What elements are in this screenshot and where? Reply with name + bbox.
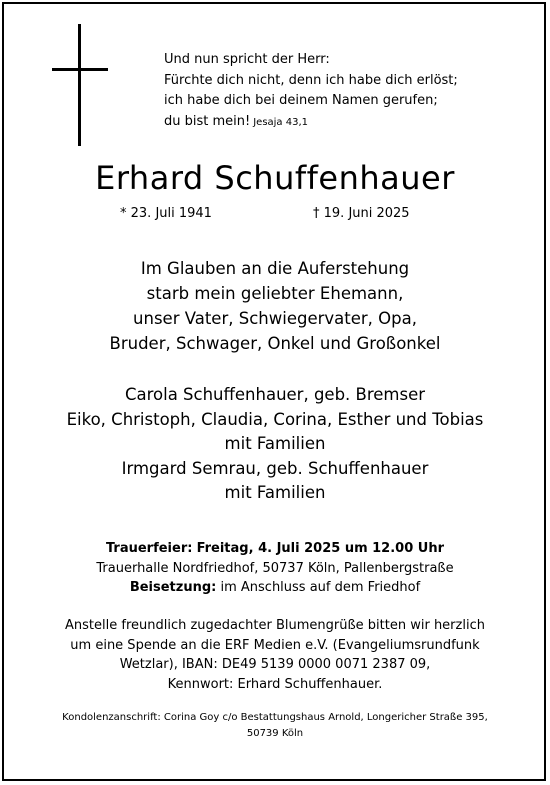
donation-request: [0, 616, 550, 694]
funeral-label: Trauerfeier:: [105, 541, 193, 556]
verse-line-last: [164, 112, 458, 134]
deceased-name: Erhard Schuffenhauer: [95, 159, 455, 197]
donation-line: Wetzlar), IBAN: DE49 5139 0000 0071 2387 09,: [119, 657, 431, 672]
mourner-line: mit Familien: [224, 434, 326, 453]
mourner-line: mit Familien: [224, 483, 326, 502]
mourner-line: Eiko, Christoph, Claudia, Corina, Esther und Tobias: [66, 409, 484, 429]
donation-line: Kennwort: Erhard Schuffenhauer.: [167, 676, 383, 692]
verse-line: Fürchte dich nicht, denn ich habe dich erlöst;: [164, 72, 458, 88]
verse-reference: Jesaja 43,1: [253, 116, 309, 128]
funeral-date: Freitag, 4. Juli 2025 um 12.00 Uhr: [196, 541, 445, 556]
donation-line: um eine Spende an die ERF Medien e.V. (Evangeliumsrundfunk: [70, 637, 480, 653]
funeral-line: [0, 539, 550, 559]
condolence-address: [0, 710, 550, 742]
announcement-line: Im Glauben an die Auferstehung: [140, 259, 410, 278]
service-details: [0, 539, 550, 598]
announcement-line: Bruder, Schwager, Onkel und Großonkel: [109, 334, 441, 353]
contact-line: Kondolenzanschrift: Corina Goy c/o Bestattungshaus Arnold, Longericher Straße 395,: [62, 712, 488, 723]
mourners-list: [0, 383, 550, 506]
death-announcement: [0, 256, 550, 356]
burial-text: im Anschluss auf dem Friedhof: [220, 580, 421, 595]
verse-line: Und nun spricht der Herr:: [164, 52, 330, 67]
contact-line: 50739 Köln: [246, 728, 304, 739]
death-date: † 19. Juni 2025: [313, 206, 410, 221]
mourner-line: Irmgard Semrau, geb. Schuffenhauer: [121, 458, 429, 478]
announcement-line: starb mein geliebter Ehemann,: [146, 284, 404, 303]
burial-line: [0, 578, 550, 598]
mourner-line: Carola Schuffenhauer, geb. Bremser: [124, 385, 426, 404]
verse-line: ich habe dich bei deinem Namen gerufen;: [164, 93, 438, 108]
donation-line: Anstelle freundlich zugedachter Blumengrüße bitten wir herzlich: [65, 618, 485, 633]
latin-cross-icon: [52, 24, 108, 146]
verse-line-text: du bist mein!: [164, 113, 251, 129]
burial-label: Beisetzung:: [129, 580, 217, 595]
birth-date: * 23. Juli 1941: [120, 206, 212, 221]
announcement-line: unser Vater, Schwiegervater, Opa,: [133, 309, 417, 328]
funeral-location: Trauerhalle Nordfriedhof, 50737 Köln, Pallenbergstraße: [96, 560, 454, 576]
bible-verse: [164, 50, 458, 133]
